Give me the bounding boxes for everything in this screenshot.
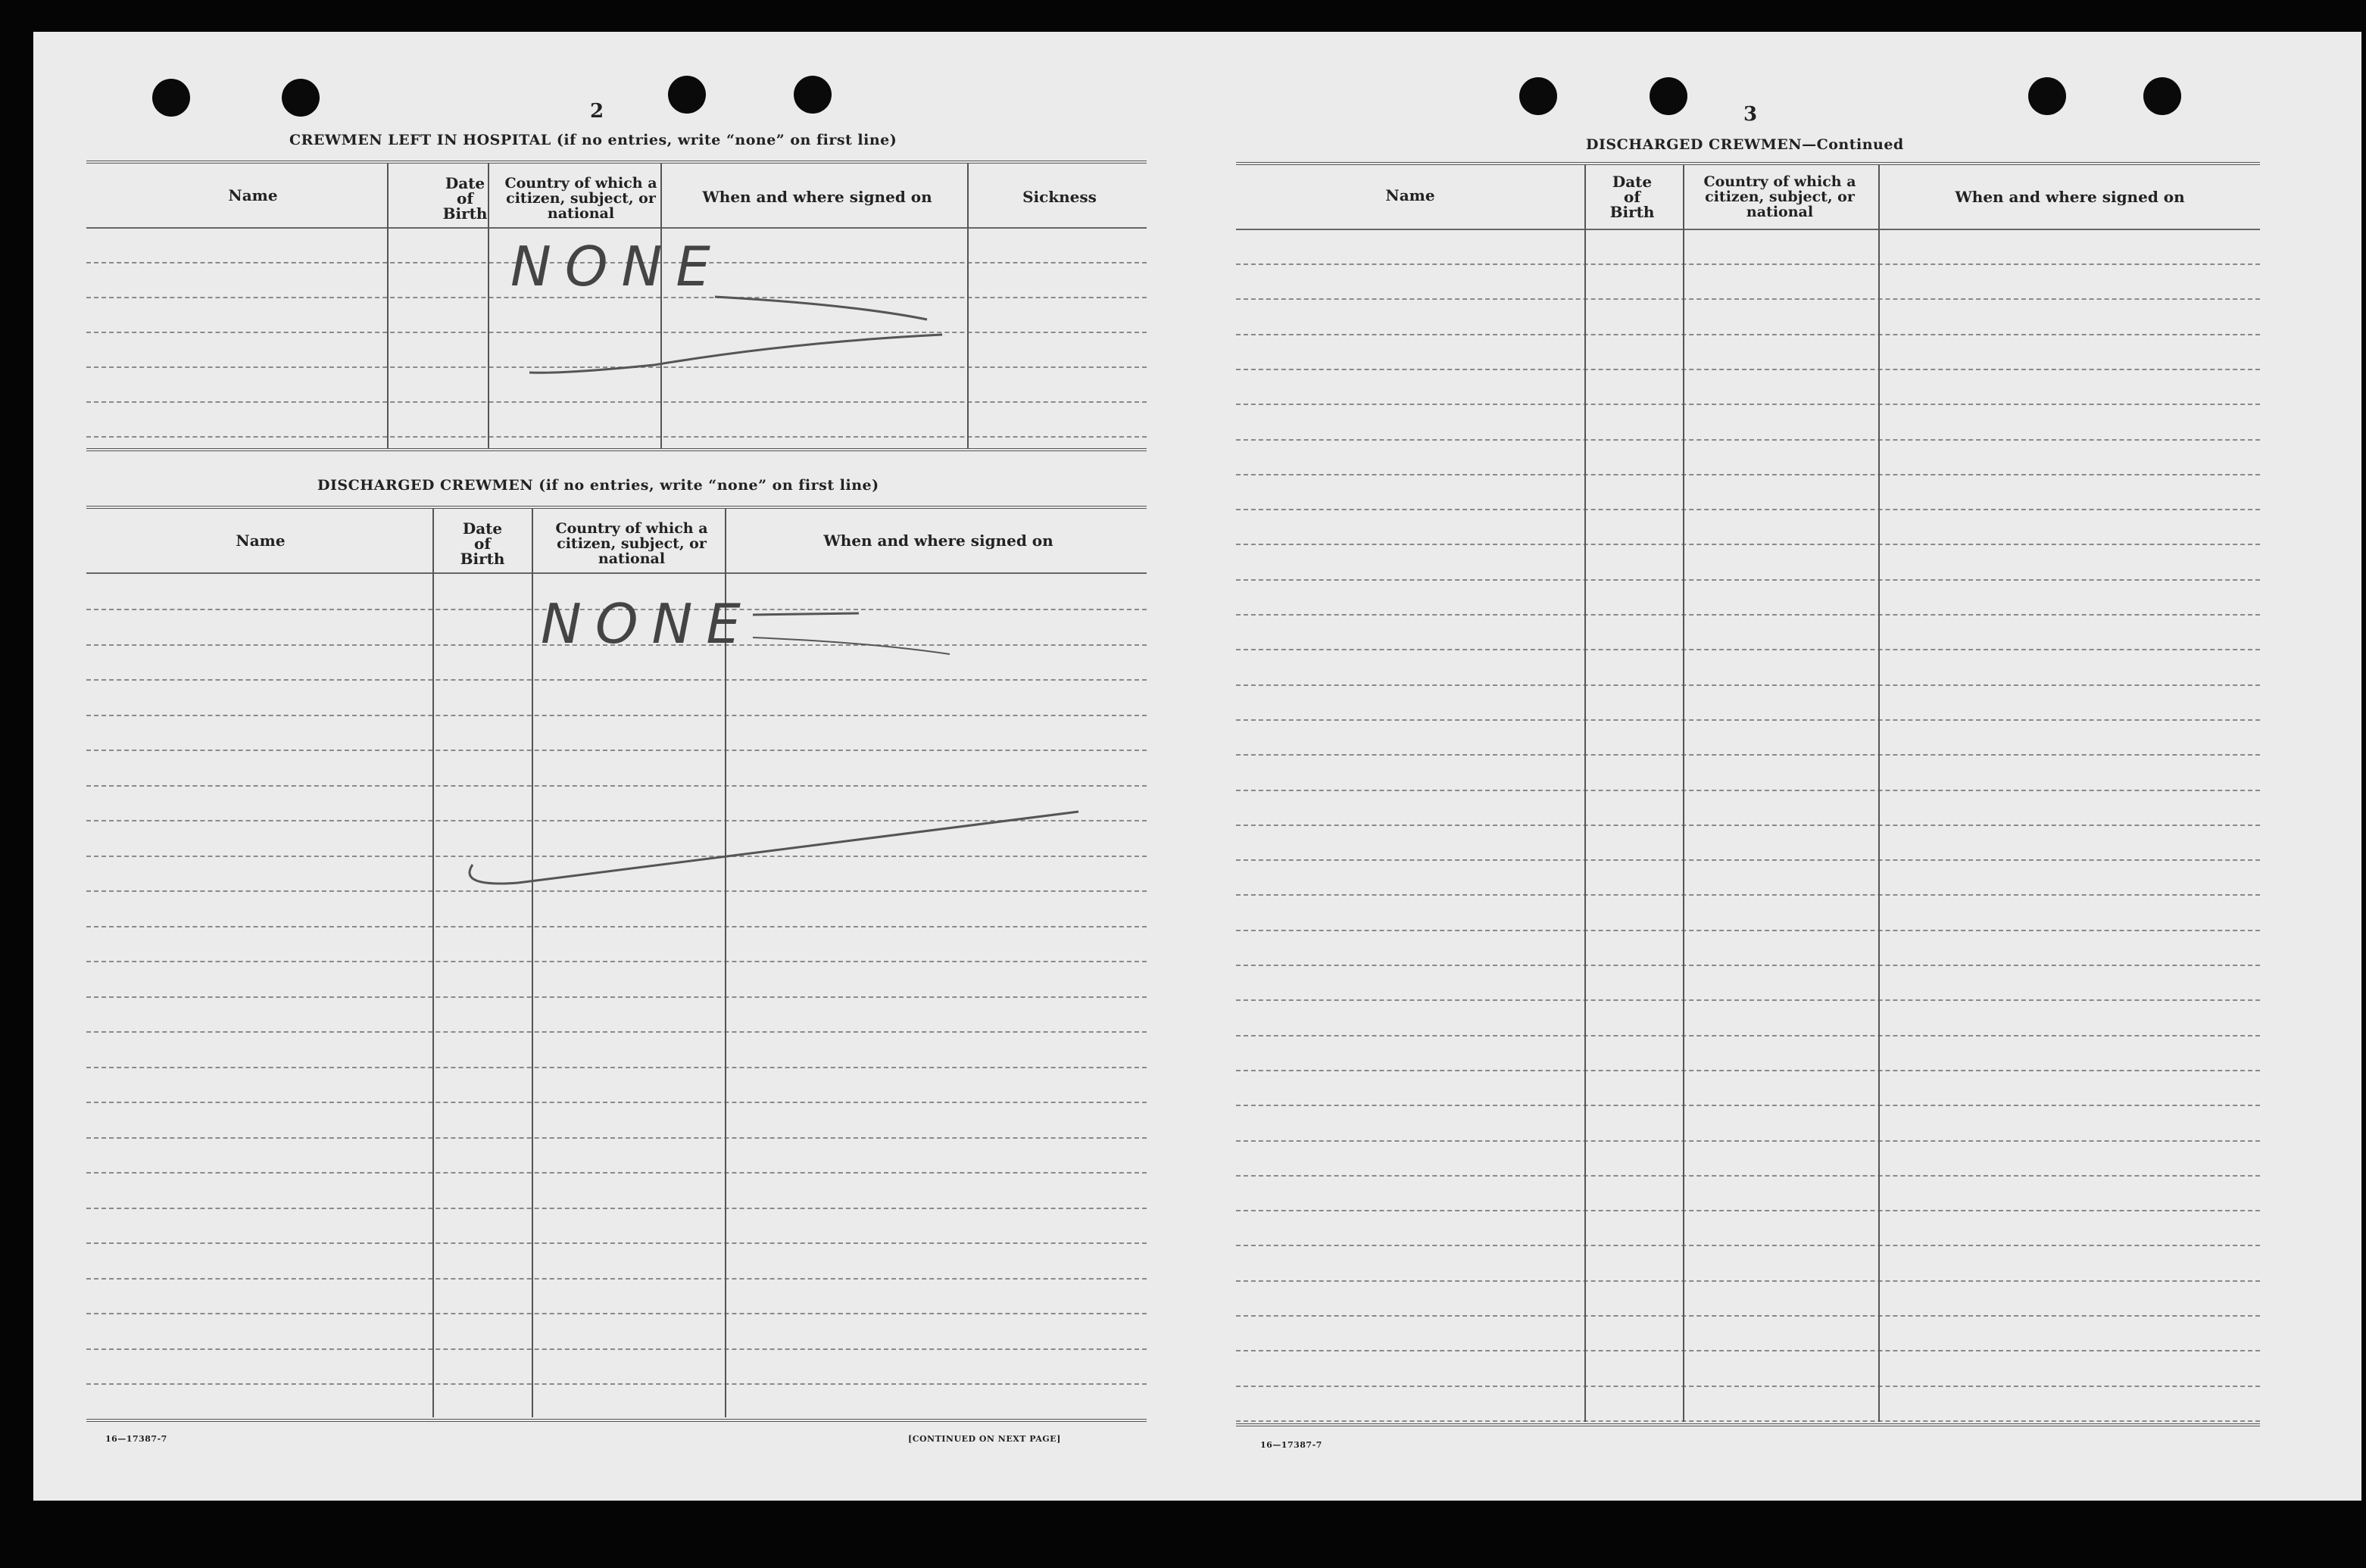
table-row-line bbox=[1236, 999, 2260, 1001]
table-row-line bbox=[1236, 1245, 2260, 1246]
table-row-line bbox=[1236, 439, 2260, 441]
table-row-line bbox=[1236, 1420, 2260, 1422]
column-divider bbox=[1584, 165, 1586, 1422]
section-title: DISCHARGED CREWMEN—Continued bbox=[1586, 136, 1904, 153]
page-number: 3 bbox=[1743, 103, 1758, 126]
table-row-line bbox=[1236, 1210, 2260, 1211]
column-divider bbox=[1683, 165, 1684, 1422]
table-row-line bbox=[1236, 1035, 2260, 1037]
col-header-dob: Date of Birth bbox=[460, 519, 505, 568]
punch-hole bbox=[2143, 77, 2181, 115]
table-row-line bbox=[1236, 1386, 2260, 1387]
col-header-when-where: When and where signed on bbox=[1955, 188, 2185, 206]
table-row-line bbox=[1236, 649, 2260, 650]
table-row-line bbox=[1236, 1350, 2260, 1351]
hospital-section-title: CREWMEN LEFT IN HOSPITAL (if no entries, write “none” on first line) bbox=[289, 132, 897, 148]
punch-hole bbox=[2028, 77, 2066, 115]
col-header-country: Country of which a citizen, subject, or national bbox=[1703, 173, 1856, 220]
table-row-line bbox=[1236, 859, 2260, 861]
table-row-line bbox=[1236, 334, 2260, 335]
handwritten-none: NONE bbox=[510, 235, 724, 298]
table-row-line bbox=[1236, 1105, 2260, 1106]
table-row-line bbox=[1236, 579, 2260, 581]
table-row-line bbox=[1236, 1280, 2260, 1282]
table-row-line bbox=[1236, 509, 2260, 510]
table-row-line bbox=[1236, 930, 2260, 931]
table-row-line bbox=[1236, 369, 2260, 370]
col-header-when-where: When and where signed on bbox=[823, 531, 1053, 550]
table-row-line bbox=[1236, 965, 2260, 966]
right-page bbox=[1188, 32, 2361, 1501]
table-row-line bbox=[1236, 719, 2260, 721]
col-header-dob: Date of Birth bbox=[1609, 173, 1655, 221]
table-row-line bbox=[1236, 1175, 2260, 1177]
col-header-country: Country of which a citizen, subject, or national bbox=[555, 520, 708, 567]
table-row-line bbox=[1236, 894, 2260, 896]
table-row-line bbox=[1236, 263, 2260, 265]
table-row-line bbox=[1236, 474, 2260, 475]
handwritten-none: NONE bbox=[541, 592, 754, 656]
left-page bbox=[33, 32, 1207, 1501]
page-number: 2 bbox=[590, 100, 604, 123]
table-row-line bbox=[1236, 298, 2260, 300]
col-header-country: Country of which a citizen, subject, or national bbox=[504, 175, 657, 222]
handwritten-strokes bbox=[33, 32, 1207, 1501]
table-row-line bbox=[1236, 790, 2260, 791]
table-row-line bbox=[1236, 1315, 2260, 1317]
table-row-line bbox=[1236, 1140, 2260, 1142]
col-header-name: Name bbox=[236, 531, 286, 550]
column-divider bbox=[1878, 165, 1880, 1422]
punch-hole bbox=[1519, 77, 1557, 115]
table-row-line bbox=[1236, 825, 2260, 826]
table-row-line bbox=[1236, 1070, 2260, 1071]
form-number: 16—17387-7 bbox=[105, 1434, 167, 1444]
punch-hole bbox=[1650, 77, 1687, 115]
table-top-rule bbox=[1236, 162, 2260, 165]
continued-note: [CONTINUED ON NEXT PAGE] bbox=[908, 1434, 1061, 1444]
col-header-name: Name bbox=[228, 186, 278, 204]
table-row-line bbox=[1236, 684, 2260, 686]
header-bottom-line bbox=[1236, 229, 2260, 230]
col-header-when-where: When and where signed on bbox=[702, 188, 932, 206]
table-row-line bbox=[1236, 614, 2260, 616]
col-header-name: Name bbox=[1385, 186, 1435, 204]
form-number: 16—17387-7 bbox=[1260, 1440, 1322, 1450]
discharged-section-title: DISCHARGED CREWMEN (if no entries, write “none” on first line) bbox=[317, 477, 879, 494]
table-row-line bbox=[1236, 754, 2260, 756]
table-row-line bbox=[1236, 544, 2260, 545]
col-header-dob: Date of Birth bbox=[442, 174, 488, 223]
table-row-line bbox=[1236, 404, 2260, 405]
table-bottom-rule bbox=[1236, 1423, 2260, 1426]
col-header-sickness: Sickness bbox=[1022, 188, 1097, 206]
